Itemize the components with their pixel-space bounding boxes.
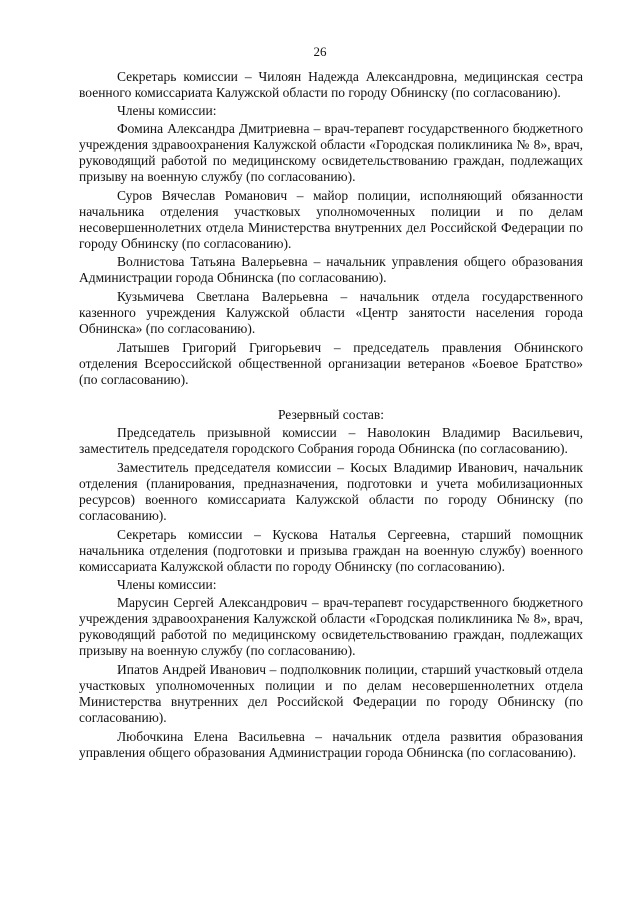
reserve-member-entry: Марусин Сергей Александрович – врач-терапевт государственного бюджетного учреждения здравоохранения Калужской области «Городская поликлиника № 8», врач, руководящий работой по медицинскому освидетельствованию граждан, подлежащих призыву на военную службу (по согласованию).	[79, 595, 583, 658]
reserve-secretary-paragraph: Секретарь комиссии – Кускова Наталья Сергеевна, старший помощник начальника отделения (подготовки и призыва граждан на военную службу) военного комиссариата Калужской области по городу Обнинску (по согласованию).	[79, 527, 583, 574]
commission-composition	[79, 69, 583, 763]
member-entry: Суров Вячеслав Романович – майор полиции, исполняющий обязанности начальника отделения участковых уполномоченных полиции и по делам несовершеннолетних отдела Министерства внутренних дел Российской Федерации по городу Обнинску (по согласованию).	[79, 188, 583, 251]
members-label: Члены комиссии:	[117, 103, 217, 118]
reserve-member-entry: Ипатов Андрей Иванович – подполковник полиции, старший участковый отдела участковых уполномоченных полиции и по делам несовершеннолетних отдела Министерства внутренних дел Российской Федерации по городу Обнинску (по согласованию).	[79, 662, 583, 725]
member-entry: Волнистова Татьяна Валерьевна – начальник управления общего образования Администрации города Обнинска (по согласованию).	[79, 254, 583, 285]
reserve-chairman-paragraph: Председатель призывной комиссии – Наволокин Владимир Васильевич, заместитель председателя городского Собрания города Обнинска (по согласованию).	[79, 425, 583, 456]
member-entry: Фомина Александра Дмитриевна – врач-терапевт государственного бюджетного учреждения здравоохранения Калужской области «Городская поликлиника № 8», врач, руководящий работой по медицинскому освидетельствованию граждан, подлежащих призыву на военную службу (по согласованию).	[79, 121, 583, 184]
member-entry: Кузьмичева Светлана Валерьевна – начальник отдела государственного казенного учреждения Калужской области «Центр занятости населения города Обнинска» (по согласованию).	[79, 289, 583, 336]
reserve-deputy-paragraph: Заместитель председателя комиссии – Косых Владимир Иванович, начальник отделения (планирования, предназначения, подготовки и учета мобилизационных ресурсов) военного комиссариата Калужской области по городу Обнинску (по согласованию).	[79, 460, 583, 523]
reserve-members-label: Члены комиссии:	[117, 577, 217, 592]
secretary-paragraph: Секретарь комиссии – Чилоян Надежда Александровна, медицинская сестра военного комиссариата Калужской области по городу Обнинску (по согласованию).	[79, 69, 583, 100]
reserve-heading: Резервный состав:	[277, 407, 385, 422]
reserve-member-entry: Любочкина Елена Васильевна – начальник отдела развития образования управления общего образования Администрации города Обнинска (по согласованию).	[79, 729, 583, 760]
member-entry: Латышев Григорий Григорьевич – председатель правления Обнинского отделения Всероссийской общественной организации ветеранов «Боевое Братство» (по согласованию).	[79, 340, 583, 387]
page-number: 26	[313, 44, 327, 59]
